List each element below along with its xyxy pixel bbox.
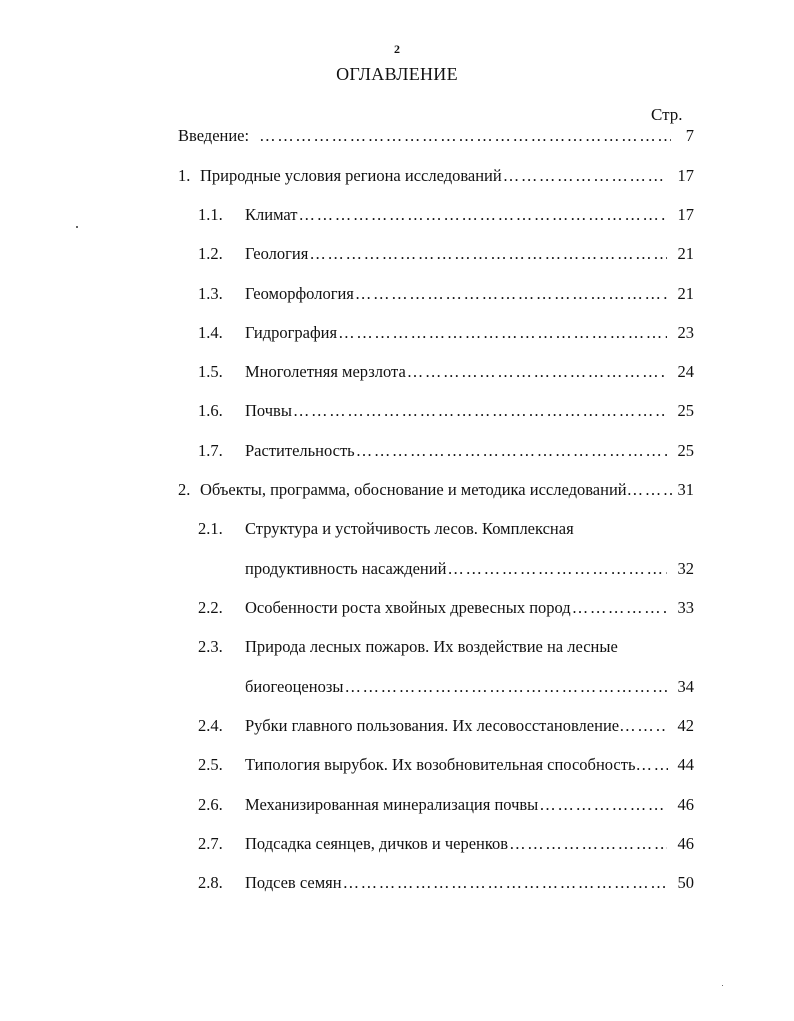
toc-entry-1-6[interactable] xyxy=(198,401,694,421)
toc-page: 21 xyxy=(677,244,694,263)
toc-leader-dots xyxy=(293,401,667,421)
toc-number: 2.3. xyxy=(198,637,223,656)
toc-entry-2-5[interactable] xyxy=(198,755,694,775)
toc-label: Многолетняя мерзлота xyxy=(245,362,406,381)
toc-label: Механизированная минерализация почвы xyxy=(245,795,539,814)
toc-label: Рубки главного пользования. Их лесовосстановление xyxy=(245,716,620,735)
toc-page: 24 xyxy=(677,362,694,381)
toc-page: 17 xyxy=(677,166,694,185)
toc-label: Растительность xyxy=(245,441,355,460)
toc-page: 31 xyxy=(677,480,694,499)
toc-page: 7 xyxy=(685,126,694,145)
scan-speck xyxy=(76,226,78,228)
toc-label: Природа лесных пожаров. Их воздействие на лесные xyxy=(245,637,618,656)
toc-entry-2-3-continuation[interactable] xyxy=(245,677,694,697)
toc-number: 1.2. xyxy=(198,244,223,263)
toc-number: 1.5. xyxy=(198,362,223,381)
toc-number: 2.2. xyxy=(198,598,223,617)
toc-entry-2-1[interactable] xyxy=(198,519,694,539)
toc-page: 50 xyxy=(677,873,694,892)
toc-entry-2-2[interactable] xyxy=(198,598,694,618)
toc-entry-2-4[interactable] xyxy=(198,716,694,736)
toc-leader-dots xyxy=(509,834,667,854)
toc-label: Гидрография xyxy=(245,323,338,342)
toc-page: 17 xyxy=(677,205,694,224)
toc-page: 34 xyxy=(677,677,694,696)
toc-leader-dots xyxy=(344,677,667,697)
toc-label-continuation: биогеоценозы xyxy=(245,677,344,696)
toc-number: 2.8. xyxy=(198,873,223,892)
toc-entry-1-4[interactable] xyxy=(198,323,694,343)
toc-number: 2.6. xyxy=(198,795,223,814)
toc-page: 25 xyxy=(677,401,694,420)
toc-label: Типология вырубок. Их возобновительная способность xyxy=(245,755,636,774)
page-column-header: Стр. xyxy=(651,105,683,124)
toc-entry-chapter-2[interactable] xyxy=(178,480,694,500)
toc-label: Подсадка сеянцев, дичков и черенков xyxy=(245,834,509,853)
toc-label: Почвы xyxy=(245,401,292,420)
toc-page: 21 xyxy=(677,284,694,303)
toc-page: 42 xyxy=(677,716,694,735)
toc-leader-dots xyxy=(299,205,667,225)
toc-leader-dots xyxy=(259,126,671,146)
toc-label: Геоморфология xyxy=(245,284,354,303)
toc-leader-dots xyxy=(355,284,667,304)
toc-label: Структура и устойчивость лесов. Комплексная xyxy=(245,519,574,538)
toc-number: 2.4. xyxy=(198,716,223,735)
toc-label-continuation: продуктивность насаждений xyxy=(245,559,447,578)
toc-label: Особенности роста хвойных древесных пород xyxy=(245,598,571,617)
toc-entry-intro[interactable] xyxy=(178,126,694,146)
toc-entry-1-1[interactable] xyxy=(198,205,694,225)
toc-page: 46 xyxy=(677,795,694,814)
toc-leader-dots xyxy=(407,362,667,382)
page-title: ОГЛАВЛЕНИЕ xyxy=(336,64,458,84)
toc-entry-1-7[interactable] xyxy=(198,441,694,461)
toc-label: Подсев семян xyxy=(245,873,342,892)
toc-leader-dots xyxy=(503,166,667,186)
toc-label: Природные условия региона исследований xyxy=(200,166,502,185)
toc-number: 1.4. xyxy=(198,323,223,342)
toc-entry-chapter-1[interactable] xyxy=(178,166,694,186)
toc-page: 23 xyxy=(677,323,694,342)
toc-page: 32 xyxy=(677,559,694,578)
toc-page: 33 xyxy=(677,598,694,617)
toc-leader-dots xyxy=(539,795,667,815)
toc-label: Геология xyxy=(245,244,309,263)
toc-number: 2.7. xyxy=(198,834,223,853)
toc-leader-dots xyxy=(356,441,667,461)
toc-entry-1-5[interactable] xyxy=(198,362,694,382)
toc-leader-dots xyxy=(572,598,667,618)
toc-label: Введение: xyxy=(178,126,250,145)
page-number: 2 xyxy=(394,42,400,56)
toc-label: Климат xyxy=(245,205,298,224)
toc-leader-dots xyxy=(338,323,667,343)
toc-entry-2-3[interactable] xyxy=(198,637,694,657)
toc-number: 1. xyxy=(178,166,191,185)
toc-number: 1.1. xyxy=(198,205,223,224)
toc-number: 1.7. xyxy=(198,441,223,460)
toc-entry-1-3[interactable] xyxy=(198,284,694,304)
toc-entry-1-2[interactable] xyxy=(198,244,694,264)
toc-entry-2-6[interactable] xyxy=(198,795,694,815)
toc-page: 25 xyxy=(677,441,694,460)
toc-label: Объекты, программа, обоснование и методика исследований xyxy=(200,480,627,499)
toc-leader-dots xyxy=(309,244,667,264)
toc-entry-2-7[interactable] xyxy=(198,834,694,854)
toc-leader-dots xyxy=(343,873,667,893)
toc-leader-dots xyxy=(619,716,668,736)
toc-number: 1.3. xyxy=(198,284,223,303)
toc-page: 46 xyxy=(677,834,694,853)
toc-leader-dots xyxy=(627,480,674,500)
toc-leader-dots xyxy=(447,559,667,579)
toc-number: 2.5. xyxy=(198,755,223,774)
toc-page: 44 xyxy=(677,755,694,774)
toc-number: 1.6. xyxy=(198,401,223,420)
toc-entry-2-1-continuation[interactable] xyxy=(245,559,694,579)
toc-leader-dots xyxy=(636,755,669,775)
toc-number: 2.1. xyxy=(198,519,223,538)
scan-speck xyxy=(722,985,723,986)
toc-number: 2. xyxy=(178,480,191,499)
toc-entry-2-8[interactable] xyxy=(198,873,694,893)
